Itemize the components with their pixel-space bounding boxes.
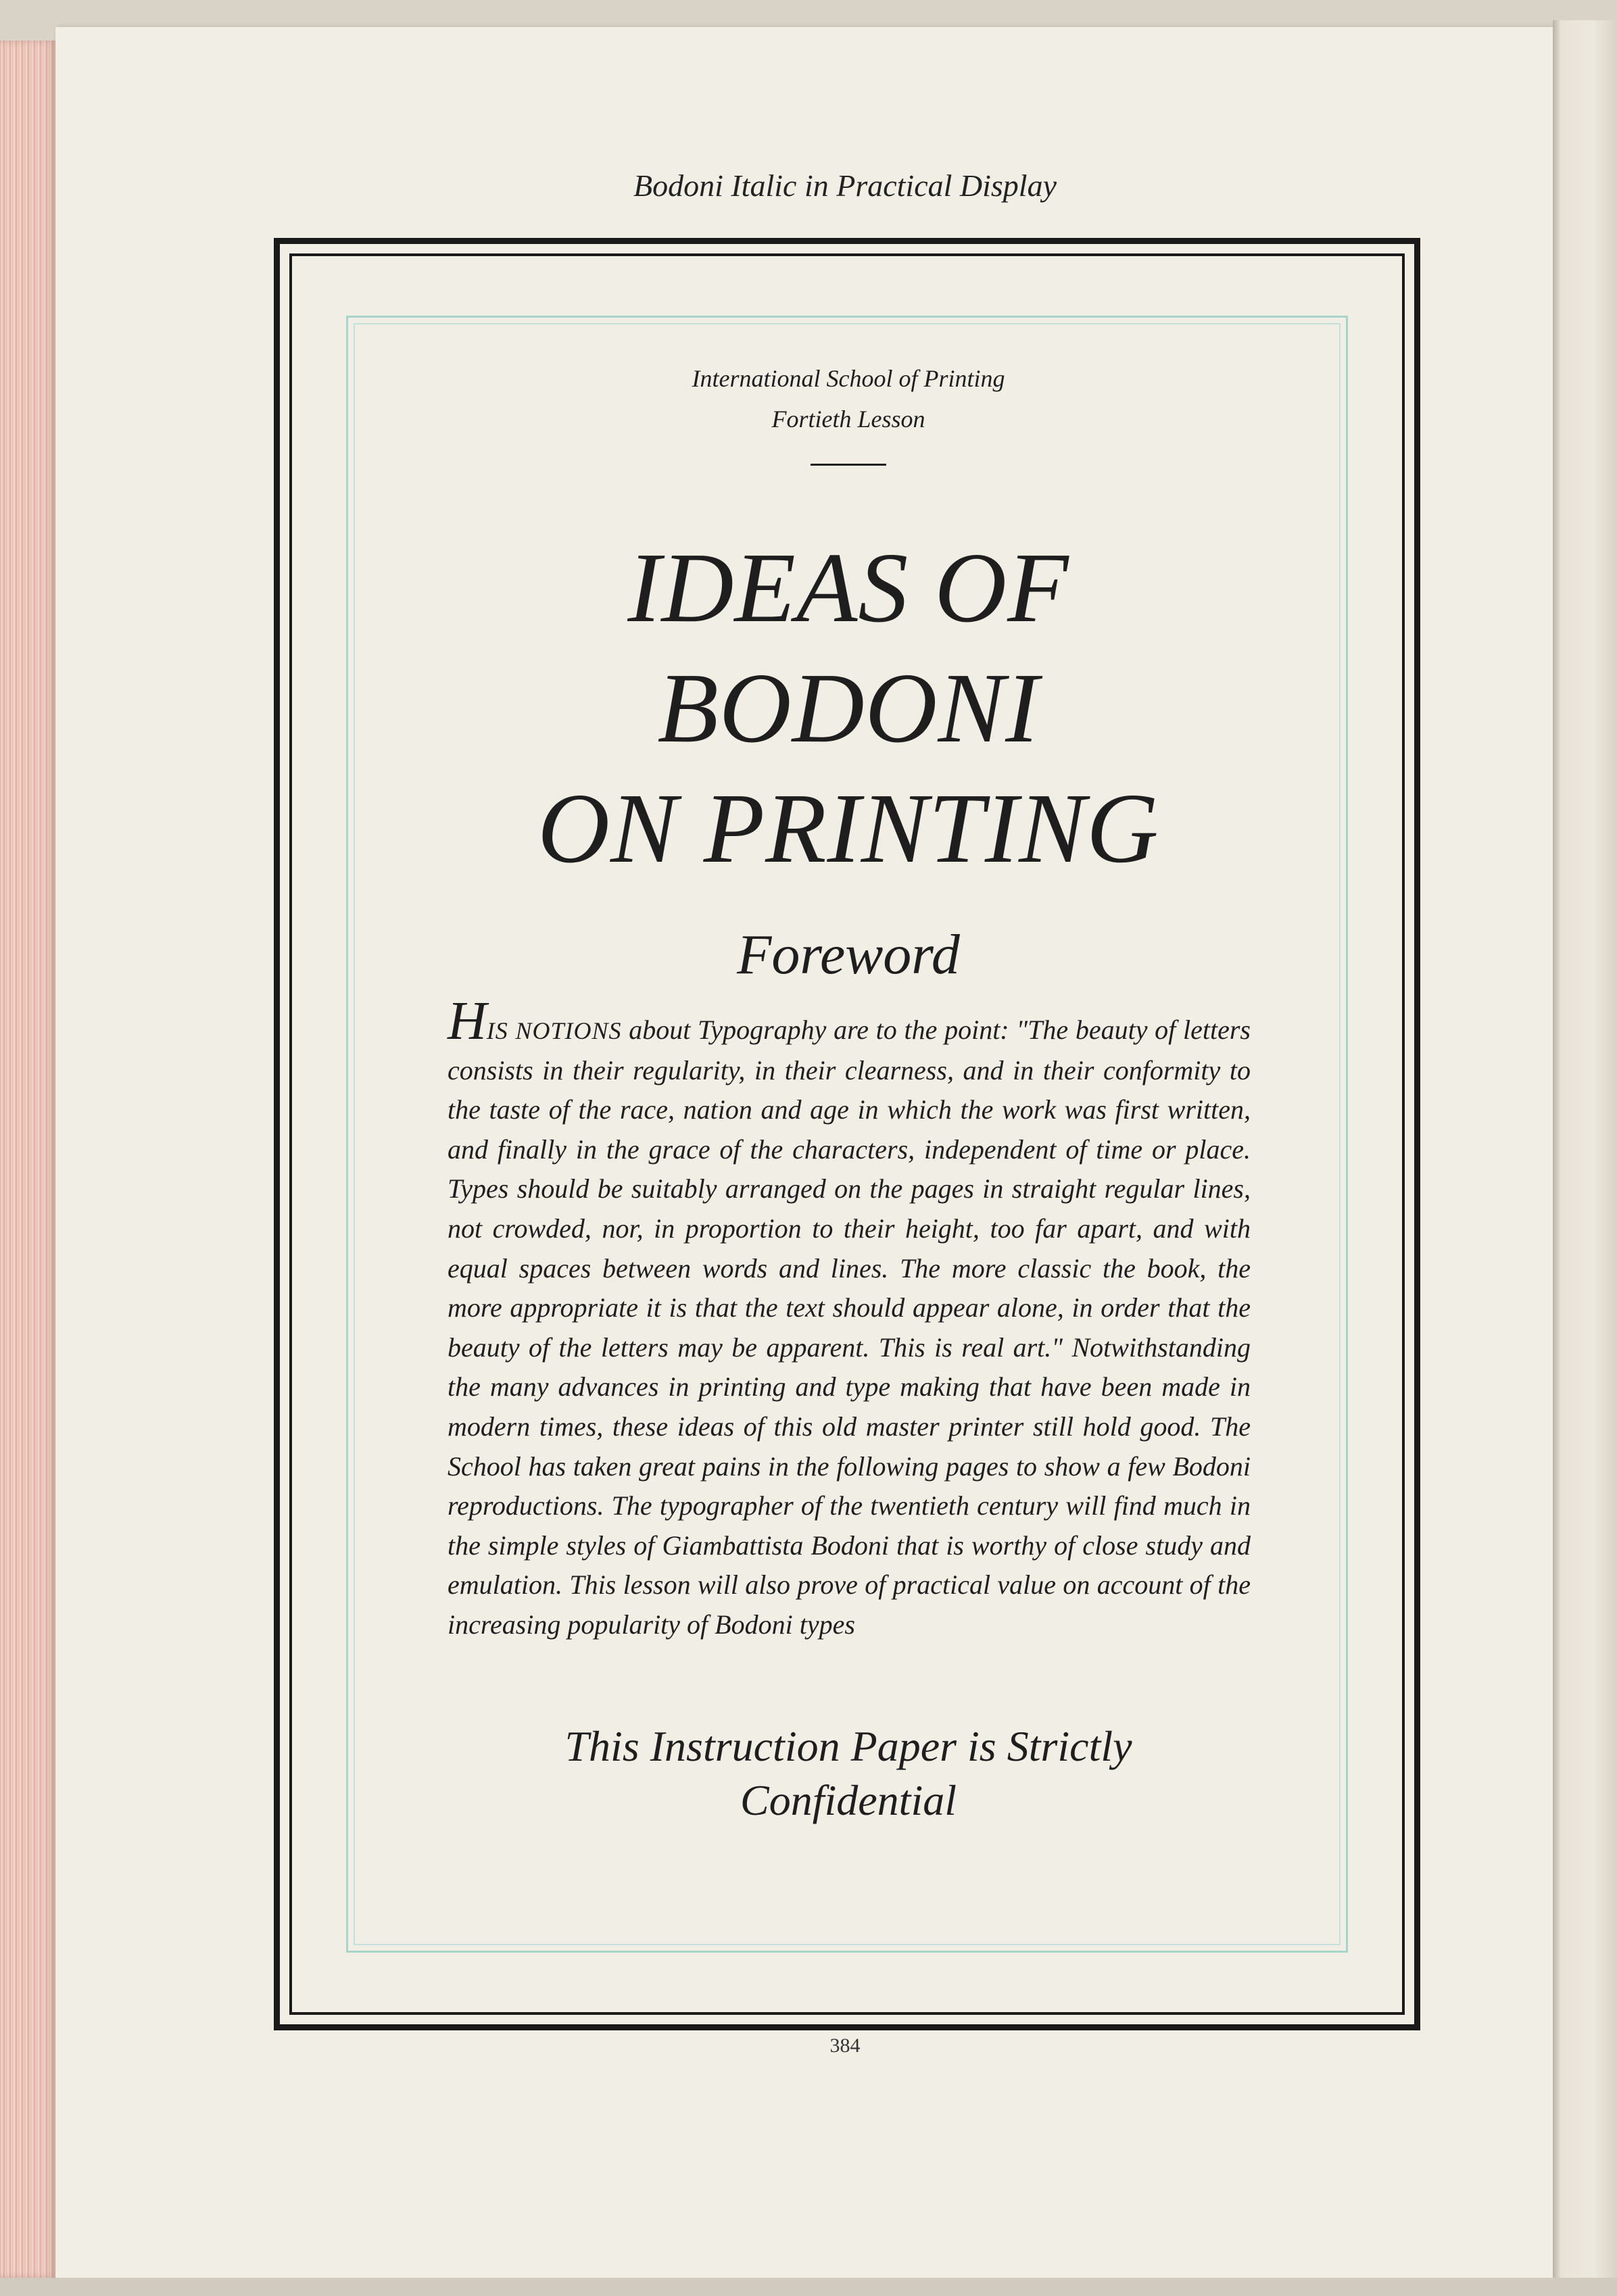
school-name: International School of Printing [692, 365, 1005, 392]
lesson-content [433, 358, 1264, 1828]
small-caps-lead: IS NOTIONS [486, 1017, 622, 1044]
title-line-2: ON PRINTING [537, 773, 1159, 884]
running-head: Bodoni Italic in Practical Display [633, 168, 1057, 203]
short-rule [811, 464, 886, 466]
lesson-header [433, 358, 1264, 439]
book-page-edges [0, 41, 55, 2278]
scan-bottom-margin [0, 2278, 1617, 2296]
title-line-1: IDEAS OF BODONI [627, 533, 1069, 764]
page-number: 384 [829, 2034, 861, 2057]
notice-line-1: This Instruction Paper is Strictly [564, 1721, 1132, 1770]
paragraph-text: about Typography are to the point: "The beauty of letters consists in their regularity, in their clearness, and in their conformity to the taste of the race, nation and age in which the work was first written, and finally in the grace of the characters, independent of time or place. Types should be suitably arranged on the pages in straight regular lines, not crowded, nor, in proportion to their height, too far apart, and with equal spaces between words and lines. The more classic the book, the more appropriate it is that the text should appear alone, in order that the beauty of the letters may be apparent. This is real art." Notwithstanding the many advances in printing and type making that have been made in modern times, these ideas of this old master printer still hold good. The School has taken great pains in the following pages to show a few Bodoni reproductions. The typographer of the twentieth century will find much in the simple styles of Giambattista Bodoni that is worthy of close study and emulation. This lesson will also prove of practical value on account of the increasing popularity of Bodoni types [448, 1015, 1251, 1640]
page-title [433, 528, 1264, 889]
section-heading: Foreword [737, 923, 960, 986]
drop-cap: H [448, 992, 487, 1051]
lesson-number: Fortieth Lesson [771, 406, 925, 433]
foreword-paragraph [433, 992, 1264, 1645]
facing-page-edge [1553, 20, 1617, 2278]
notice-line-2: Confidential [740, 1776, 957, 1824]
confidential-notice [433, 1719, 1264, 1828]
